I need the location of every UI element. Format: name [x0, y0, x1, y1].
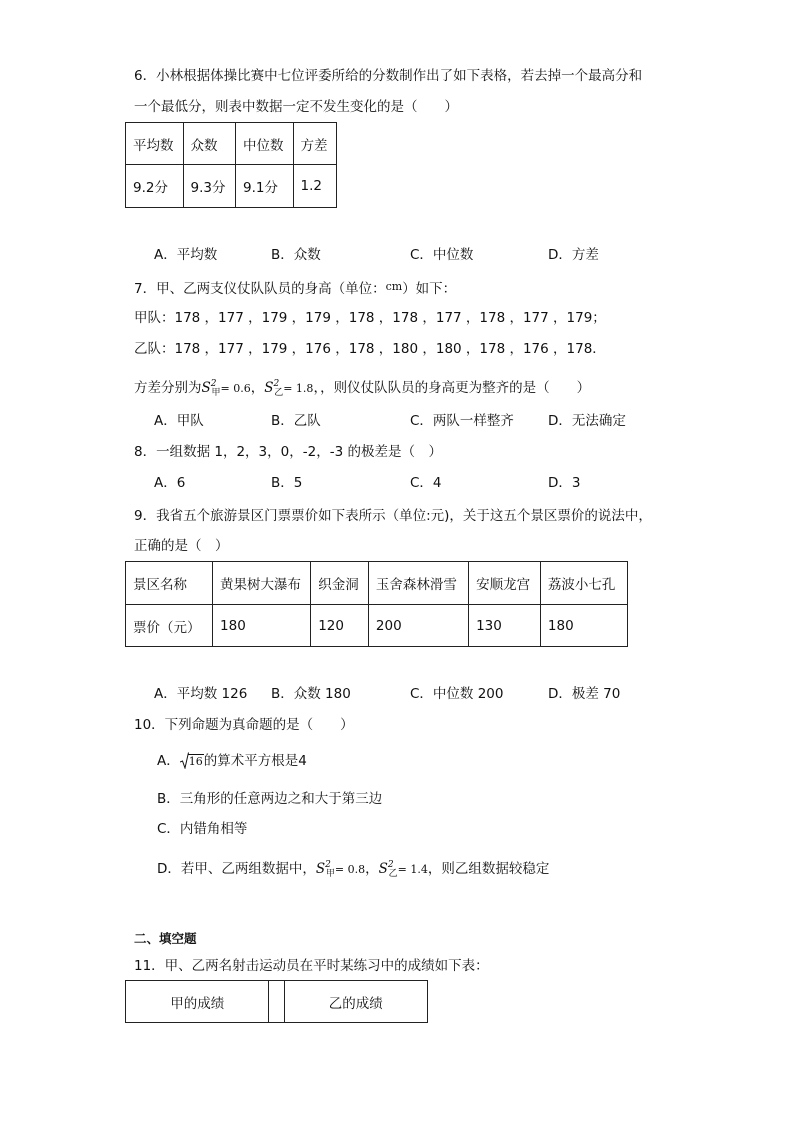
exponent: 2 — [387, 860, 394, 870]
q10-option-d[interactable] — [157, 856, 549, 883]
q6-value-median: 9.1分 — [236, 165, 294, 208]
subscript-jia: 甲 — [211, 388, 221, 398]
q10-s-jia — [316, 861, 335, 877]
exponent: 2 — [210, 379, 217, 389]
q7-team-yi: 乙队：178 ，177 ，179 ，176 ，178 ，180 ，180 ，178 ，176 ，178． — [134, 341, 606, 357]
q6-header-median: 中位数 — [236, 123, 294, 165]
q8-stem: 8．一组数据 1，2，3，0，-2，-3 的极差是（ ） — [134, 444, 442, 460]
q11-divider-cell — [269, 981, 284, 1023]
q7-sep: ， — [250, 380, 265, 396]
q6-stem-line2: 一个最低分，则表中数据一定不发生变化的是（ ） — [134, 99, 458, 115]
q6-value-mode: 9.3分 — [183, 165, 235, 208]
q7-option-b[interactable]: B．乙队 — [271, 413, 321, 429]
q7-option-c[interactable]: C．两队一样整齐 — [410, 413, 514, 429]
q9-price-1: 180 — [213, 605, 311, 647]
q7-variance-suffix: ，，则仪仗队队员的身高更为整齐的是（ ） — [313, 380, 591, 396]
q10-option-a-suffix: 的算术平方根是4 — [203, 753, 307, 769]
q6-header-mean: 平均数 — [126, 123, 184, 165]
q9-options — [154, 685, 674, 703]
q11-header-yi: 乙的成绩 — [284, 981, 427, 1023]
s-letter: S — [315, 861, 326, 877]
q11-stem: 11．甲、乙两名射击运动员在平时某练习中的成绩如下表： — [134, 958, 489, 974]
exponent: 2 — [273, 379, 280, 389]
q9-option-c[interactable]: C．中位数 200 — [410, 686, 504, 702]
q6-option-a[interactable]: A．平均数 — [154, 247, 218, 263]
q9-option-d[interactable]: D．极差 70 — [548, 686, 621, 702]
q6-value-variance: 1.2 — [293, 165, 336, 208]
q6-option-b[interactable]: B．众数 — [271, 247, 321, 263]
q7-s-jia-value: = 0.6 — [220, 382, 251, 395]
q10-option-a-prefix: A． — [157, 753, 180, 769]
q7-s-yi-value: = 1.8 — [283, 382, 314, 395]
q9-price-5: 180 — [540, 605, 627, 647]
q7-unit: cm — [385, 280, 403, 293]
q6-header-mode: 众数 — [183, 123, 235, 165]
q11-header-jia: 甲的成绩 — [126, 981, 269, 1023]
q9-option-b[interactable]: B．众数 180 — [271, 686, 351, 702]
q9-stem-line1: 9．我省五个旅游景区门票票价如下表所示（单位:元)，关于这五个景区票价的说法中， — [134, 508, 652, 524]
q9-table — [125, 561, 628, 647]
q8-option-b[interactable]: B．5 — [271, 475, 303, 491]
q9-scenic-4: 安顺龙宫 — [469, 562, 541, 605]
q11-table — [125, 980, 428, 1023]
q8-option-a[interactable]: A．6 — [154, 475, 186, 491]
q6-value-mean: 9.2分 — [126, 165, 184, 208]
q9-price-label: 票价（元） — [126, 605, 213, 647]
q9-scenic-3: 玉舍森林滑雪 — [368, 562, 468, 605]
q6-option-d[interactable]: D．方差 — [548, 247, 599, 263]
s-letter: S — [264, 380, 274, 396]
subscript-jia: 甲 — [325, 869, 335, 879]
q8-option-d[interactable]: D．3 — [548, 475, 581, 491]
q10-option-d-suffix: ，则乙组数据较稳定 — [427, 861, 550, 877]
q7-option-a[interactable]: A．甲队 — [154, 413, 204, 429]
q10-option-d-prefix: D．若甲、乙两组数据中， — [157, 861, 316, 877]
q7-stem-prefix: 7．甲、乙两支仪仗队队员的身高（单位： — [134, 281, 386, 297]
q7-s-jia — [202, 380, 221, 396]
q10-radicand: 16 — [188, 755, 203, 768]
q6-options — [154, 246, 674, 264]
s-letter: S — [378, 861, 388, 877]
q9-price-4: 130 — [469, 605, 541, 647]
q10-s-jia-value: = 0.8 — [334, 863, 366, 876]
q7-variance-prefix: 方差分别为 — [134, 380, 202, 396]
q10-sep: ， — [365, 861, 379, 877]
q7-s-yi — [264, 380, 283, 396]
radical-glyph-icon — [180, 752, 189, 769]
section-heading: 二、填空题 — [134, 931, 197, 946]
q10-option-b[interactable]: B．三角形的任意两边之和大于第三边 — [157, 791, 383, 807]
q7-variance-line — [134, 375, 590, 402]
q9-scenic-2: 织金洞 — [311, 562, 369, 605]
q10-stem: 10．下列命题为真命题的是（ ） — [134, 717, 354, 733]
q6-stem-line1: 6．小林根据体操比赛中七位评委所给的分数制作出了如下表格，若去掉一个最高分和 — [134, 68, 643, 84]
q9-scenic-1: 黄果树大瀑布 — [213, 562, 311, 605]
exponent: 2 — [325, 860, 331, 870]
q10-s-yi-value: = 1.4 — [397, 863, 428, 876]
q7-stem — [134, 278, 456, 298]
q6-option-c[interactable]: C．中位数 — [410, 247, 474, 263]
q7-team-jia: 甲队：178 ，177 ，179 ，179 ，178 ，178 ，177 ，178 ，177 ，179； — [134, 310, 606, 326]
q7-option-d[interactable]: D．无法确定 — [548, 413, 626, 429]
q9-option-a[interactable]: A．平均数 126 — [154, 686, 248, 702]
subscript-yi: 乙 — [274, 388, 284, 398]
q8-options — [154, 474, 674, 492]
q10-option-a[interactable] — [157, 752, 307, 771]
q7-stem-suffix: ）如下： — [402, 281, 457, 297]
q10-option-c[interactable]: C．内错角相等 — [157, 821, 248, 837]
q7-options — [154, 412, 674, 430]
q6-table — [125, 122, 337, 208]
q6-header-variance: 方差 — [293, 123, 336, 165]
q9-price-2: 120 — [311, 605, 369, 647]
s-letter: S — [201, 380, 211, 396]
q10-s-yi — [379, 861, 398, 877]
q9-header-label: 景区名称 — [126, 562, 213, 605]
q9-stem-line2: 正确的是（ ） — [134, 538, 229, 554]
q9-scenic-5: 荔波小七孔 — [540, 562, 627, 605]
sqrt-sign-icon — [180, 752, 204, 771]
subscript-yi: 乙 — [388, 869, 398, 879]
q8-option-c[interactable]: C．4 — [410, 475, 442, 491]
q9-price-3: 200 — [368, 605, 468, 647]
